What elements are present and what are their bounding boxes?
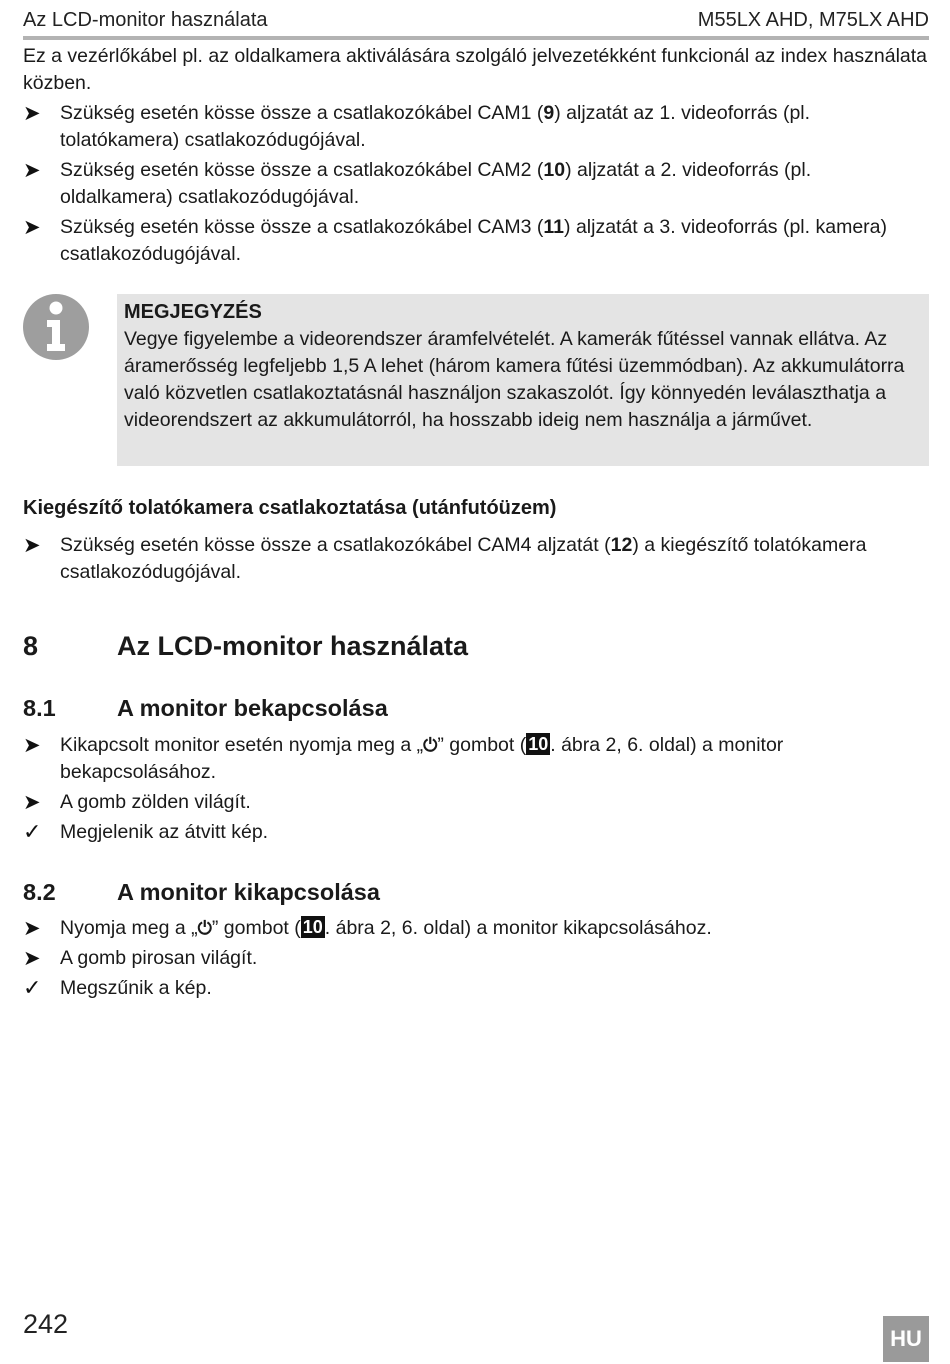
- intro-paragraph: Ez a vezérlőkábel pl. az oldalkamera aktiválására szolgáló jelvezetékként funkcionál az index használata közben.: [23, 45, 928, 94]
- manual-page: [23, 0, 929, 1364]
- arrowhead-icon: ➤: [23, 533, 41, 557]
- power-off-steps: [23, 915, 929, 1005]
- step-text: A gomb pirosan világít.: [60, 947, 258, 969]
- note-text: Vegye figyelembe a videorendszer áramfelvételét. A kamerák fűtéssel vannak ellátva. Az áramerősség legfeljebb 1,5 A lehet (három kamera fűtési üzemmódban). Az akkumulátorra való közvetlen csatlakoztatásnál használjon szakaszolót. Így könnyedén leválaszthatja a videorendszert az akkumulátorról, ha hosszabb ideig nem használja a járművet.: [124, 328, 905, 431]
- list-item: [23, 789, 929, 816]
- step-text: Szükség esetén kösse össze a csatlakozókábel CAM1 (9) aljzatát az 1. videoforrás (pl. tolatókamera) csatlakozódugójával.: [60, 102, 811, 151]
- page-number: 242: [23, 1309, 69, 1339]
- arrowhead-icon: ➤: [23, 946, 41, 970]
- header-model-names: M55LX AHD, M75LX AHD: [697, 8, 929, 31]
- section-number: 8: [23, 631, 39, 661]
- list-item: [23, 732, 929, 786]
- aux-camera-steps: [23, 532, 929, 589]
- arrowhead-icon: ➤: [23, 158, 41, 182]
- power-on-steps: [23, 732, 929, 849]
- result-item: [23, 975, 929, 1002]
- result-item: [23, 819, 929, 846]
- note-title: MEGJEGYZÉS: [124, 301, 262, 323]
- running-header: [23, 8, 929, 32]
- list-item: [23, 532, 929, 586]
- section-title: A monitor bekapcsolása: [117, 695, 388, 721]
- check-icon: ✓: [23, 976, 42, 1001]
- header-rule: [23, 36, 929, 40]
- arrowhead-icon: ➤: [23, 916, 41, 940]
- step-text: Kikapcsolt monitor esetén nyomja meg a „⏻” gombot ( 10 . ábra 2, 6. oldal) a monitor bekapcsolásához.: [60, 734, 784, 783]
- section-number: 8.2: [23, 879, 56, 905]
- figure-ref-badge: 10: [302, 917, 323, 937]
- power-icon: ⏻: [423, 735, 438, 756]
- figure-ref-badge: 10: [528, 734, 549, 754]
- arrowhead-icon: ➤: [23, 101, 41, 125]
- info-icon: [23, 294, 89, 360]
- header-chapter-title: Az LCD-monitor használata: [23, 8, 268, 31]
- power-icon: ⏻: [197, 918, 212, 939]
- list-item: [23, 100, 929, 154]
- list-item: [23, 214, 929, 268]
- result-text: Megjelenik az átvitt kép.: [60, 821, 269, 843]
- section-title: A monitor kikapcsolása: [117, 879, 380, 905]
- step-text: Szükség esetén kösse össze a csatlakozókábel CAM4 aljzatát (12) a kiegészítő tolatókamera csatlakozódugójával.: [60, 534, 867, 583]
- language-badge: HU: [883, 1316, 929, 1362]
- aux-camera-heading: Kiegészítő tolatókamera csatlakoztatása (utánfutóüzem): [23, 497, 557, 519]
- result-text: Megszűnik a kép.: [60, 977, 212, 999]
- section-number: 8.1: [23, 695, 56, 721]
- list-item: [23, 157, 929, 211]
- list-item: [23, 945, 929, 972]
- arrowhead-icon: ➤: [23, 215, 41, 239]
- camera-connection-steps: [23, 100, 929, 271]
- arrowhead-icon: ➤: [23, 733, 41, 757]
- section-title: Az LCD-monitor használata: [117, 631, 469, 661]
- check-icon: ✓: [23, 820, 42, 845]
- list-item: [23, 915, 929, 942]
- step-text: Nyomja meg a „⏻” gombot ( 10 . ábra 2, 6. oldal) a monitor kikapcsolásához.: [60, 917, 712, 939]
- note-box: [117, 294, 929, 466]
- step-text: A gomb zölden világít.: [60, 791, 251, 813]
- arrowhead-icon: ➤: [23, 790, 41, 814]
- step-text: Szükség esetén kösse össze a csatlakozókábel CAM3 (11) aljzatát a 3. videoforrás (pl. kamera) csatlakozódugójával.: [60, 216, 887, 265]
- step-text: Szükség esetén kösse össze a csatlakozókábel CAM2 (10) aljzatát a 2. videoforrás (pl. oldalkamera) csatlakozódugójával.: [60, 159, 812, 208]
